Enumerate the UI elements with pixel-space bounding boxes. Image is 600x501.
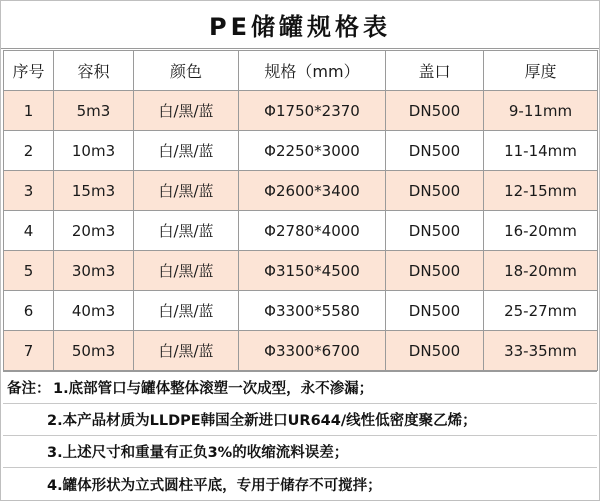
cell-index: 2: [4, 131, 54, 171]
cell-color: 白/黑/蓝: [134, 251, 239, 291]
cell-lid: DN500: [386, 211, 484, 251]
cell-lid: DN500: [386, 171, 484, 211]
table-header-row: [4, 51, 598, 91]
cell-lid: DN500: [386, 331, 484, 371]
page-title: PE储罐规格表: [1, 1, 599, 49]
column-header-thickness: 厚度: [484, 51, 598, 91]
cell-thickness: 33-35mm: [484, 331, 598, 371]
table-row: [4, 211, 598, 251]
note-row: [3, 404, 597, 436]
cell-spec: Φ1750*2370: [239, 91, 386, 131]
cell-index: 7: [4, 331, 54, 371]
cell-index: 5: [4, 251, 54, 291]
notes-label: 备注：: [7, 381, 51, 397]
cell-thickness: 16-20mm: [484, 211, 598, 251]
cell-index: 4: [4, 211, 54, 251]
table-row: [4, 251, 598, 291]
cell-volume: 50m3: [54, 331, 134, 371]
table-row: [4, 171, 598, 211]
cell-lid: DN500: [386, 131, 484, 171]
cell-thickness: 9-11mm: [484, 91, 598, 131]
cell-color: 白/黑/蓝: [134, 291, 239, 331]
cell-thickness: 25-27mm: [484, 291, 598, 331]
cell-spec: Φ2780*4000: [239, 211, 386, 251]
cell-color: 白/黑/蓝: [134, 91, 239, 131]
cell-lid: DN500: [386, 91, 484, 131]
note-row: [3, 372, 597, 404]
column-header-lid: 盖口: [386, 51, 484, 91]
cell-index: 1: [4, 91, 54, 131]
note-item: 3.上述尺寸和重量有正负3%的收缩流料误差；: [47, 445, 349, 461]
notes-section: [3, 371, 597, 500]
cell-thickness: 18-20mm: [484, 251, 598, 291]
column-header-color: 颜色: [134, 51, 239, 91]
cell-volume: 40m3: [54, 291, 134, 331]
cell-index: 6: [4, 291, 54, 331]
note-item: 2.本产品材质为LLDPE韩国全新进口UR644/线性低密度聚乙烯；: [47, 413, 477, 429]
cell-index: 3: [4, 171, 54, 211]
cell-volume: 10m3: [54, 131, 134, 171]
cell-spec: Φ2250*3000: [239, 131, 386, 171]
cell-volume: 15m3: [54, 171, 134, 211]
cell-spec: Φ2600*3400: [239, 171, 386, 211]
note-row: [3, 436, 597, 468]
cell-volume: 20m3: [54, 211, 134, 251]
cell-thickness: 11-14mm: [484, 131, 598, 171]
cell-thickness: 12-15mm: [484, 171, 598, 211]
spec-table: [3, 50, 598, 371]
table-row: [4, 291, 598, 331]
cell-lid: DN500: [386, 291, 484, 331]
table-row: [4, 91, 598, 131]
cell-color: 白/黑/蓝: [134, 171, 239, 211]
cell-spec: Φ3300*5580: [239, 291, 386, 331]
table-row: [4, 131, 598, 171]
note-row: [3, 468, 597, 500]
cell-color: 白/黑/蓝: [134, 331, 239, 371]
cell-spec: Φ3300*6700: [239, 331, 386, 371]
column-header-spec: 规格（mm）: [239, 51, 386, 91]
cell-lid: DN500: [386, 251, 484, 291]
cell-spec: Φ3150*4500: [239, 251, 386, 291]
note-item: 1.底部管口与罐体整体滚塑一次成型，永不渗漏；: [53, 381, 374, 397]
cell-color: 白/黑/蓝: [134, 211, 239, 251]
cell-volume: 5m3: [54, 91, 134, 131]
cell-color: 白/黑/蓝: [134, 131, 239, 171]
table-row: [4, 331, 598, 371]
column-header-index: 序号: [4, 51, 54, 91]
column-header-volume: 容积: [54, 51, 134, 91]
cell-volume: 30m3: [54, 251, 134, 291]
note-item: 4.罐体形状为立式圆柱平底，专用于储存不可搅拌；: [47, 477, 382, 494]
